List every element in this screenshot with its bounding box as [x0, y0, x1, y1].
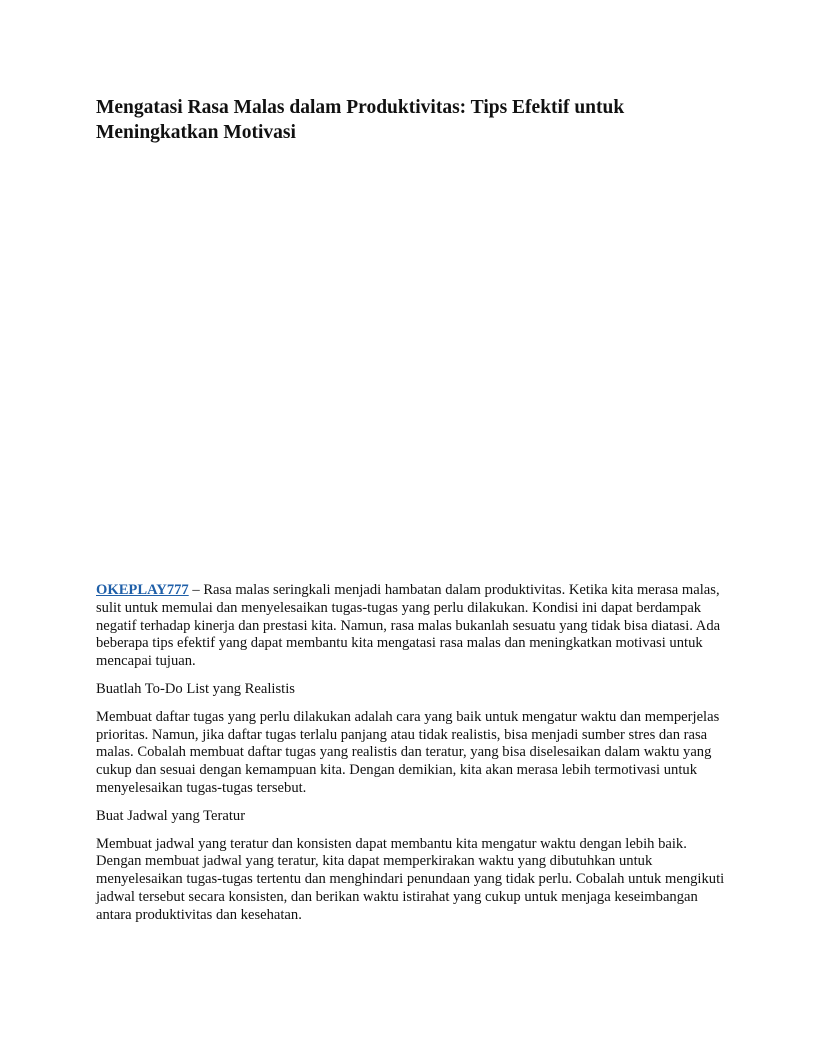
section-body-schedule: Membuat jadwal yang teratur dan konsisten dapat membantu kita mengatur waktu dengan lebih baik. Dengan membuat jadwal yang teratur, kita dapat memperkirakan waktu yang dibutuhkan untuk menyelesaikan tugas-tugas tertentu dan menghindari penundaan yang tidak perlu. Cobalah untuk mengikuti jadwal tersebut secara konsisten, dan berikan waktu istirahat yang cukup untuk menjaga keseimbangan antara produktivitas dan kesehatan.	[96, 835, 725, 923]
intro-paragraph	[96, 582, 728, 671]
blank-image-area	[96, 160, 728, 570]
article-title: Mengatasi Rasa Malas dalam Produktivitas: Tips Efektif untuk Meningkatkan Motivasi	[96, 97, 625, 143]
article-body	[96, 582, 728, 935]
intro-text: – Rasa malas seringkali menjadi hambatan dalam produktivitas. Ketika kita merasa malas, sulit untuk memulai dan menyelesaikan tugas-tugas yang perlu dilakukan. Kondisi ini dapat berdampak negatif terhadap kinerja dan prestasi kita. Namun, rasa malas bukanlah sesuatu yang tidak bisa diatasi. Ada beberapa tips efektif yang dapat membantu kita mengatasi rasa malas dan meningkatkan motivasi untuk mencapai tujuan.	[96, 582, 721, 670]
section-heading-todo-list: Buatlah To-Do List yang Realistis	[96, 680, 295, 697]
okeplay777-link[interactable]: OKEPLAY777	[96, 582, 189, 598]
section-body-todo-list: Membuat daftar tugas yang perlu dilakukan adalah cara yang baik untuk mengatur waktu dan memperjelas prioritas. Namun, jika daftar tugas terlalu panjang atau tidak realistis, bisa menjadi sumber stres dan rasa malas. Cobalah membuat daftar tugas yang realistis dan teratur, yang bisa diselesaikan dalam waktu yang cukup dan sesuai dengan kemampuan kita. Dengan demikian, kita akan merasa lebih termotivasi untuk menyelesaikan tugas-tugas tersebut.	[96, 708, 720, 796]
section-heading-schedule: Buat Jadwal yang Teratur	[96, 807, 246, 824]
